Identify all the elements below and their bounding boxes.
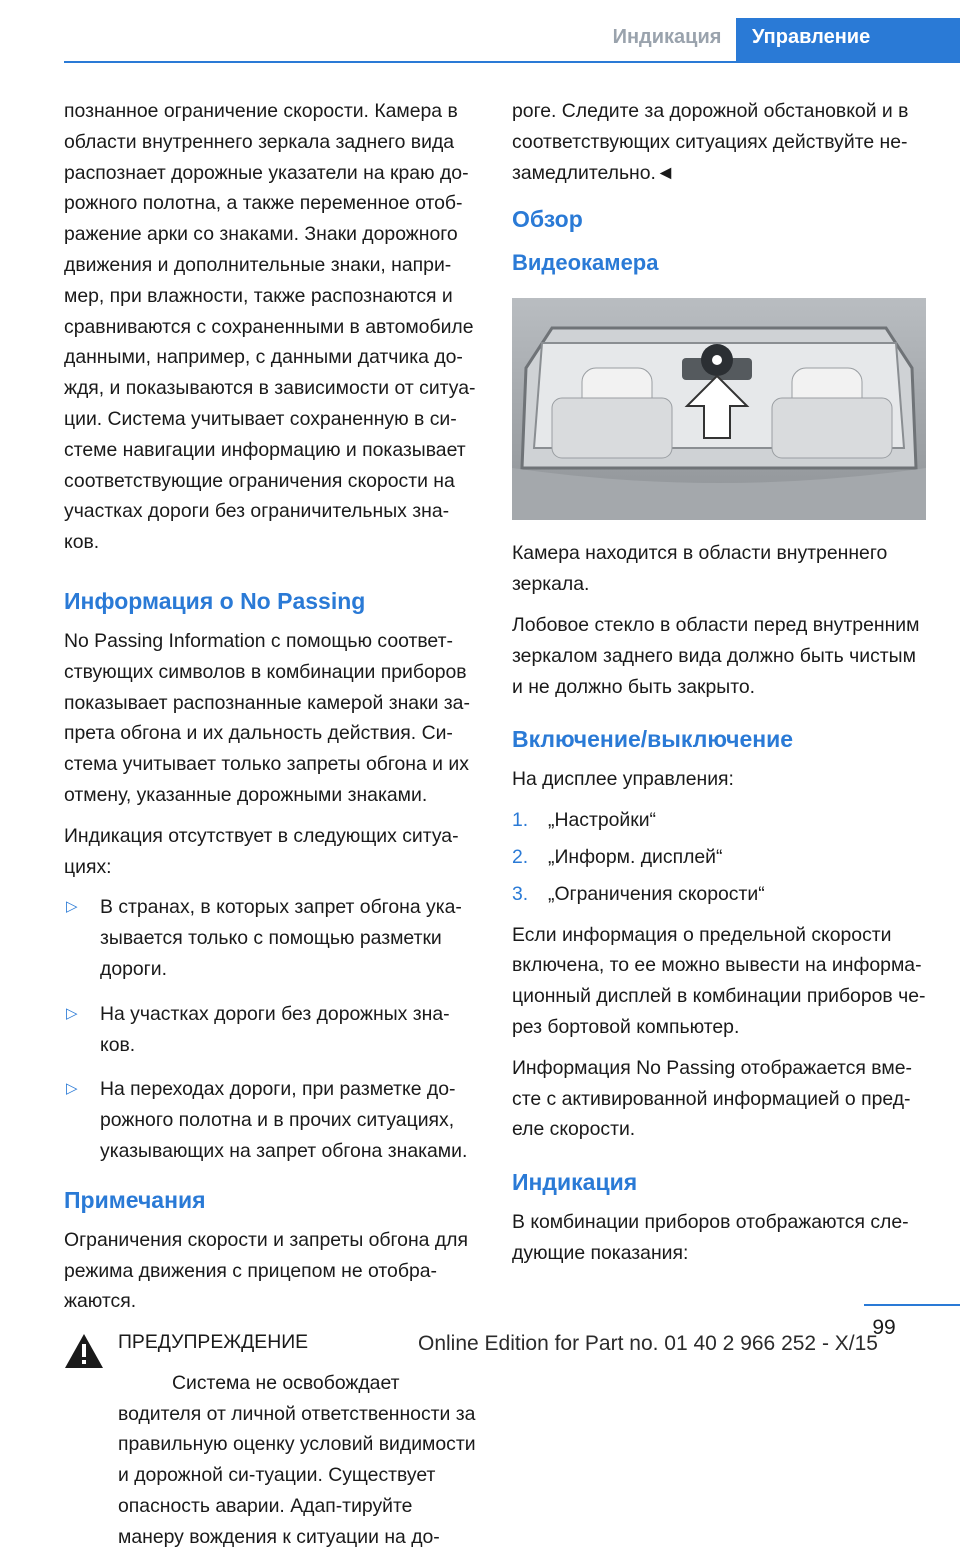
list-item [512,879,926,910]
left-column [64,96,478,1563]
header-section-indication[interactable]: Индикация [612,26,722,48]
paragraph-info-display: Если информация о предельной скорости включена, то ее можно вывести на информа-ционный дисплей в комбинации приборов че-рез бортовой компьютер. [512,923,926,1038]
step-number: 1. [512,809,529,832]
paragraph-control-display: На дисплее управления: [512,768,734,791]
warning-title: ПРЕДУПРЕЖДЕНИЕ [118,1331,309,1354]
paragraph-speed-limit-recognition: познанное ограничение скорости. Камера в области внутреннего зеркала заднего вида распознает дорожные указатели на краю до-рожного полотна, а также переменное отоб-ражение арки со знаками. Знаки дорожного движения и дополнительные знаки, напри-мер, при влажности, также распознаются и сравниваются с сохраненными в автомобиле данными, например, с данными датчика до-ждя, и показываются в зависимости от ситуа-ции. Система учитывает сохраненную в си-стеме навигации информацию и показывает соответствующие ограничения скорости на участках дороги без ограничительных зна-ков. [64,100,476,554]
heading-display: Индикация [512,1169,638,1196]
page-header [0,0,960,62]
menu-path-settings: „Настройки“ [548,809,656,832]
heading-notes: Примечания [64,1186,206,1213]
bullet-marker-icon: ▷ [66,1080,78,1098]
edition-text: Online Edition for Part no. 01 40 2 966 252 - X/15 [418,1332,878,1355]
heading-no-passing: Информация о No Passing [64,587,366,614]
paragraph-warning-continued: роге. Следите за дорожной обстановкой и в соответствующих ситуациях действуйте не-замедлительно.◄ [512,100,909,184]
bullet-marker-icon: ▷ [66,1004,78,1022]
paragraph-no-display-situations: Индикация отсутствует в следующих ситуа-циях: [64,824,459,878]
header-rule [64,61,960,63]
heading-on-off: Включение/выключение [512,726,794,753]
page-number: 99 [872,1316,896,1339]
menu-path-info-display: „Информ. дисплей“ [548,845,723,868]
list-item: ▷ В странах, в которых запрет обгона ука-зывается только с помощью разметки дороги. [64,892,478,984]
header-section-controls[interactable]: Управление [736,18,960,62]
list-item [512,805,926,836]
camera-location-photo [512,298,926,520]
footer-rule [864,1304,960,1306]
list-item: ▷ На переходах дороги, при разметке до-рожного полотна и в прочих ситуациях, указывающих на запрет обгона знаками. [64,1074,478,1166]
paragraph-instrument-display: В комбинации приборов отображаются сле-дующие показания: [512,1211,909,1264]
bullet-marker-icon: ▷ [66,898,78,916]
paragraph-no-passing-info: No Passing Information с помощью соответ-ствующих символов в комбинации приборов показывает распознанные камерой знаки за-прета обгона и их дальность действия. Си-стема учитывает только запреты обгона и их отмену, указанные дорожными знаками. [64,629,470,806]
heading-overview: Обзор [512,206,583,233]
paragraph-trailer-note: Ограничения скорости и запреты обгона для режима движения с прицепом не отобра-жаются. [64,1228,468,1313]
step-number: 2. [512,845,529,868]
menu-path-speed-limits: „Ограничения скорости“ [548,882,765,905]
step-number: 3. [512,882,529,905]
paragraph-camera-location: Камера находится в области внутреннего зеркала. [512,542,888,596]
list-item [512,842,926,873]
warning-body: Система не освобождает водителя от личной ответственности за правильную оценку условий видимости и дорожной си-туации. Существует опасность аварии. Адап-тируйте манеру вождения к ситуации на до- [118,1371,476,1548]
warning-triangle-icon [64,1333,104,1369]
bullet-list [64,892,478,1166]
paragraph-no-passing-shown: Информация No Passing отображается вме-сте с активированной информацией о пред-еле скорости. [512,1056,912,1141]
heading-video-camera: Видеокамера [512,250,659,276]
steps-list [512,805,926,909]
right-column [512,96,926,1279]
warning-block [64,1327,478,1553]
list-item: ▷ На участках дороги без дорожных зна-ков. [64,999,478,1061]
paragraph-windshield-clean: Лобовое стекло в области перед внутренним зеркалом заднего вида должно быть чистым и не должно быть закрыто. [512,613,920,698]
